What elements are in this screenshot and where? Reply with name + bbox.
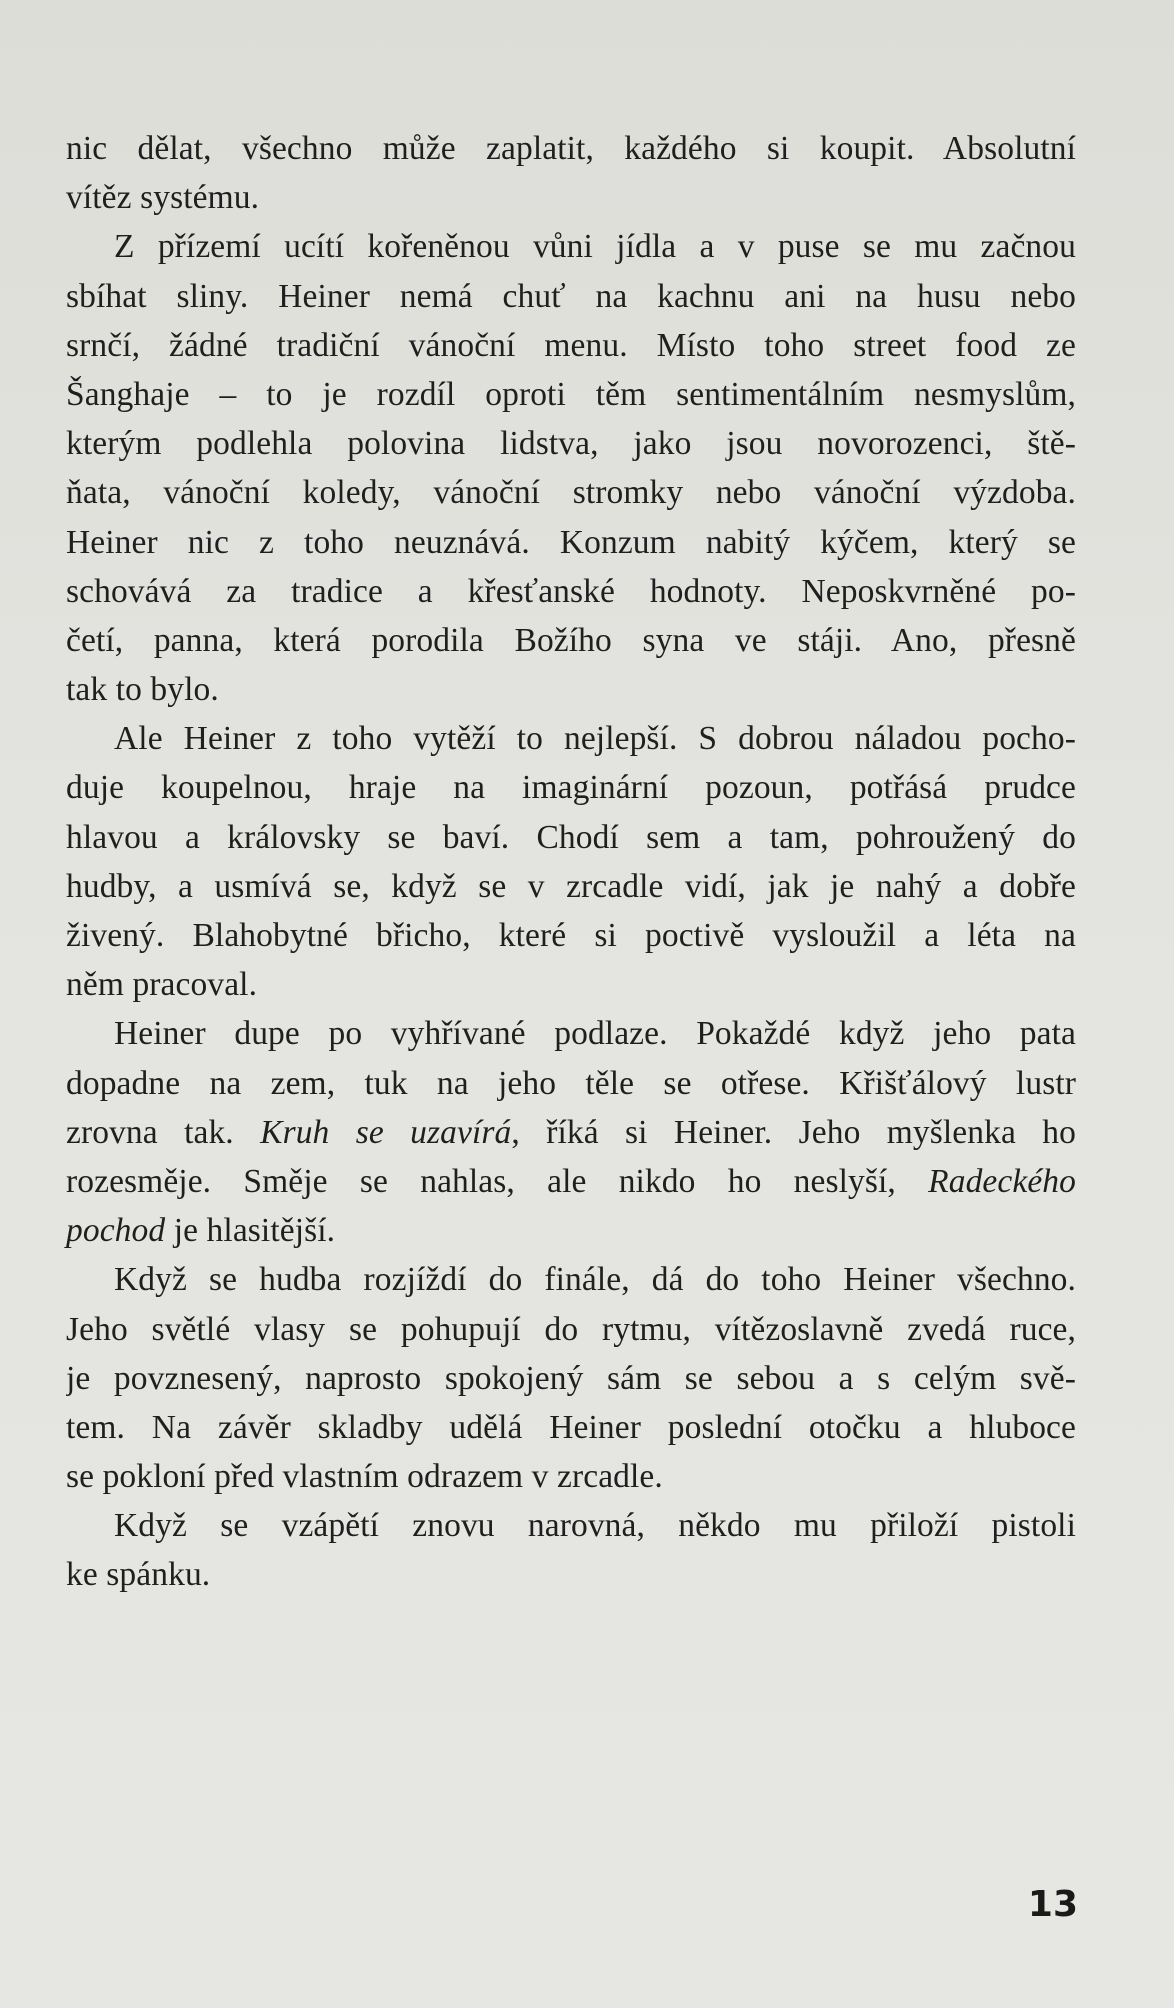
text-line: ňata, vánoční koledy, vánoční stromky nebo vánoční výzdoba.	[66, 474, 1076, 512]
text-line: Když se vzápětí znovu narovná, někdo mu přiloží pistoli	[114, 1507, 1076, 1545]
text-line: srnčí, žádné tradiční vánoční menu. Místo toho street food ze	[66, 326, 1076, 364]
text-line: Heiner dupe po vyhřívané podlaze. Pokaždé když jeho pata	[114, 1015, 1076, 1053]
text-line: Jeho světlé vlasy se pohupují do rytmu, vítězoslavně zvedá ruce,	[66, 1310, 1076, 1348]
text-segment: , říká si Heiner. Jeho myšlenka ho	[511, 1113, 1076, 1151]
text-line: živený. Blahobytné břicho, které si poctivě vysloužil a léta na	[66, 917, 1076, 954]
text-line: nic dělat, všechno může zaplatit, každého si koupit. Absolutní	[66, 130, 1076, 167]
text-line: tak to bylo.	[66, 671, 219, 709]
italic-text: Kruh se uzavírá	[260, 1113, 512, 1151]
text-line	[66, 1206, 1076, 1255]
text-line: se pokloní před vlastním odrazem v zrcadle.	[66, 1458, 663, 1496]
body-text	[66, 124, 1076, 1600]
text-line: Šanghaje – to je rozdíl oproti těm sentimentálním nesmyslům,	[66, 375, 1076, 413]
italic-text: Radeckého	[928, 1162, 1076, 1200]
text-line: je povznesený, naprosto spokojený sám se sebou a s celým svě-	[66, 1359, 1076, 1397]
text-segment: zrovna tak.	[66, 1113, 261, 1151]
text-line: ke spánku.	[66, 1556, 211, 1594]
text-line: Když se hudba rozjíždí do finále, dá do toho Heiner všechno.	[114, 1261, 1076, 1299]
text-segment: rozesměje. Směje se nahlas, ale nikdo ho neslyší,	[66, 1162, 929, 1200]
text-line: něm pracoval.	[66, 966, 258, 1004]
text-line: četí, panna, která porodila Božího syna ve stáji. Ano, přesně	[66, 621, 1076, 659]
text-line: duje koupelnou, hraje na imaginární pozoun, potřásá prudce	[66, 769, 1076, 807]
text-line: hlavou a královsky se baví. Chodí sem a tam, pohroužený do	[66, 818, 1076, 856]
italic-text: pochod	[66, 1212, 166, 1250]
text-line: dopadne na zem, tuk na jeho těle se otřese. Křišťálový lustr	[66, 1064, 1076, 1102]
text-line: vítěz systému.	[66, 179, 260, 217]
text-line: Z přízemí ucítí kořeněnou vůni jídla a v puse se mu začnou	[114, 228, 1076, 266]
text-line: sbíhat sliny. Heiner nemá chuť na kachnu ani na husu nebo	[66, 277, 1076, 315]
text-line: schovává za tradice a křesťanské hodnoty. Neposkvrněné po-	[66, 572, 1076, 610]
text-line: Ale Heiner z toho vytěží to nejlepší. S dobrou náladou pocho-	[114, 720, 1076, 758]
text-segment: je hlasitější.	[165, 1212, 336, 1250]
text-line: tem. Na závěr skladby udělá Heiner poslední otočku a hluboce	[66, 1408, 1076, 1446]
text-line: kterým podlehla polovina lidstva, jako jsou novorozenci, ště-	[66, 425, 1076, 463]
text-line	[66, 1157, 1076, 1206]
page-number: 13	[1027, 1884, 1078, 1925]
text-line: Heiner nic z toho neuznává. Konzum nabitý kýčem, který se	[66, 523, 1076, 561]
text-line	[66, 1108, 1076, 1157]
text-line: hudby, a usmívá se, když se v zrcadle vidí, jak je nahý a dobře	[66, 867, 1076, 905]
